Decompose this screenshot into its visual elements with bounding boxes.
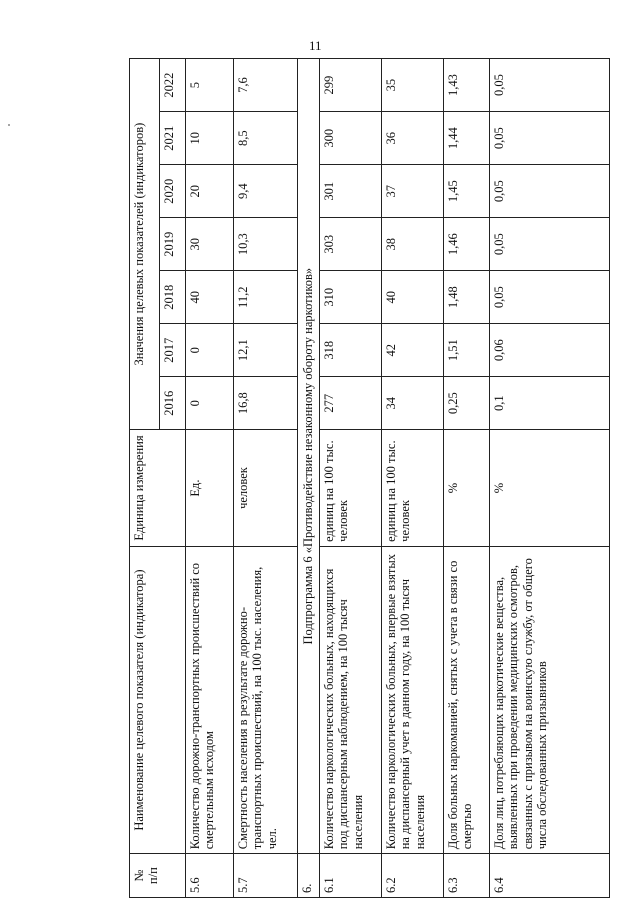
year-header: 2022 — [160, 59, 186, 112]
subprogram-title: Подпрограмма 6 «Противодействие незаконному обороту наркотиков» — [298, 59, 320, 854]
row-value: 5 — [186, 59, 234, 112]
row-value: 42 — [382, 324, 444, 377]
row-value: 310 — [320, 271, 382, 324]
row-value: 1,46 — [444, 218, 490, 271]
year-header: 2017 — [160, 324, 186, 377]
row-value: 0,05 — [490, 165, 610, 218]
row-num: 5.7 — [234, 854, 298, 898]
row-value: 0,25 — [444, 377, 490, 430]
row-value: 40 — [186, 271, 234, 324]
row-value: 1,43 — [444, 59, 490, 112]
row-value: 1,51 — [444, 324, 490, 377]
rotated-table-container — [129, 58, 609, 898]
row-value: 8,5 — [234, 112, 298, 165]
row-value: 11,2 — [234, 271, 298, 324]
row-value: 34 — [382, 377, 444, 430]
row-value: 1,44 — [444, 112, 490, 165]
row-value: 277 — [320, 377, 382, 430]
table-row — [490, 59, 610, 898]
row-value: 0,05 — [490, 112, 610, 165]
row-num: 6.1 — [320, 854, 382, 898]
row-unit: % — [490, 430, 610, 547]
year-header: 2021 — [160, 112, 186, 165]
row-unit: % — [444, 430, 490, 547]
row-value: 0,06 — [490, 324, 610, 377]
subprogram-num: 6. — [298, 854, 320, 898]
row-value: 7,6 — [234, 59, 298, 112]
row-value: 303 — [320, 218, 382, 271]
row-name: Количество наркологических больных, впервые взятых на диспансерный учет в данном году, на 100 тысяч населения — [382, 546, 444, 853]
row-value: 9,4 — [234, 165, 298, 218]
table-row — [382, 59, 444, 898]
row-value: 12,1 — [234, 324, 298, 377]
row-num: 5.6 — [186, 854, 234, 898]
row-value: 299 — [320, 59, 382, 112]
row-value: 300 — [320, 112, 382, 165]
row-value: 30 — [186, 218, 234, 271]
header-num: № п/п — [130, 854, 186, 898]
row-value: 0 — [186, 377, 234, 430]
row-num: 6.3 — [444, 854, 490, 898]
row-value: 16,8 — [234, 377, 298, 430]
row-value: 20 — [186, 165, 234, 218]
row-num: 6.4 — [490, 854, 610, 898]
row-value: 0,1 — [490, 377, 610, 430]
row-name: Количество дорожно-транспортных происшествий со смертельным исходом — [186, 546, 234, 853]
row-value: 0,05 — [490, 271, 610, 324]
table-row — [444, 59, 490, 898]
scan-dot — [8, 124, 10, 126]
header-unit: Единица измерения — [130, 430, 186, 547]
subprogram-row — [298, 59, 320, 898]
row-name: Доля лиц, потребляющих наркотические вещества, выявленных при проведении медицинских осмотров, связанных с призывом на воинскую службу, от общего числа обследованных призывников — [490, 546, 610, 853]
row-unit: Ед. — [186, 430, 234, 547]
row-value: 10 — [186, 112, 234, 165]
year-header: 2018 — [160, 271, 186, 324]
row-value: 36 — [382, 112, 444, 165]
row-name: Смертность населения в результате дорожно-транспортных происшествий, на 100 тыс. населения, чел. — [234, 546, 298, 853]
row-value: 301 — [320, 165, 382, 218]
year-header: 2016 — [160, 377, 186, 430]
row-name: Количество наркологических больных, находящихся под диспансерным наблюдением, на 100 тысяч населения — [320, 546, 382, 853]
year-header: 2019 — [160, 218, 186, 271]
row-value: 37 — [382, 165, 444, 218]
table-row — [186, 59, 234, 898]
indicators-table — [129, 58, 610, 898]
year-header: 2020 — [160, 165, 186, 218]
table-row — [320, 59, 382, 898]
row-value: 1,45 — [444, 165, 490, 218]
table-row — [234, 59, 298, 898]
row-value: 0 — [186, 324, 234, 377]
row-value: 0,05 — [490, 59, 610, 112]
row-name: Доля больных наркоманией, снятых с учета в связи со смертью — [444, 546, 490, 853]
row-value: 10,3 — [234, 218, 298, 271]
row-value: 318 — [320, 324, 382, 377]
row-num: 6.2 — [382, 854, 444, 898]
row-unit: человек — [234, 430, 298, 547]
row-value: 1,48 — [444, 271, 490, 324]
page-number: 11 — [309, 38, 322, 53]
row-value: 40 — [382, 271, 444, 324]
row-value: 38 — [382, 218, 444, 271]
row-unit: единиц на 100 тыс. человек — [382, 430, 444, 547]
row-value: 35 — [382, 59, 444, 112]
header-values-group: Значения целевых показателей (индикаторов) — [130, 59, 160, 430]
header-name: Наименование целевого показателя (индикатора) — [130, 546, 186, 853]
row-unit: единиц на 100 тыс. человек — [320, 430, 382, 547]
row-value: 0,05 — [490, 218, 610, 271]
